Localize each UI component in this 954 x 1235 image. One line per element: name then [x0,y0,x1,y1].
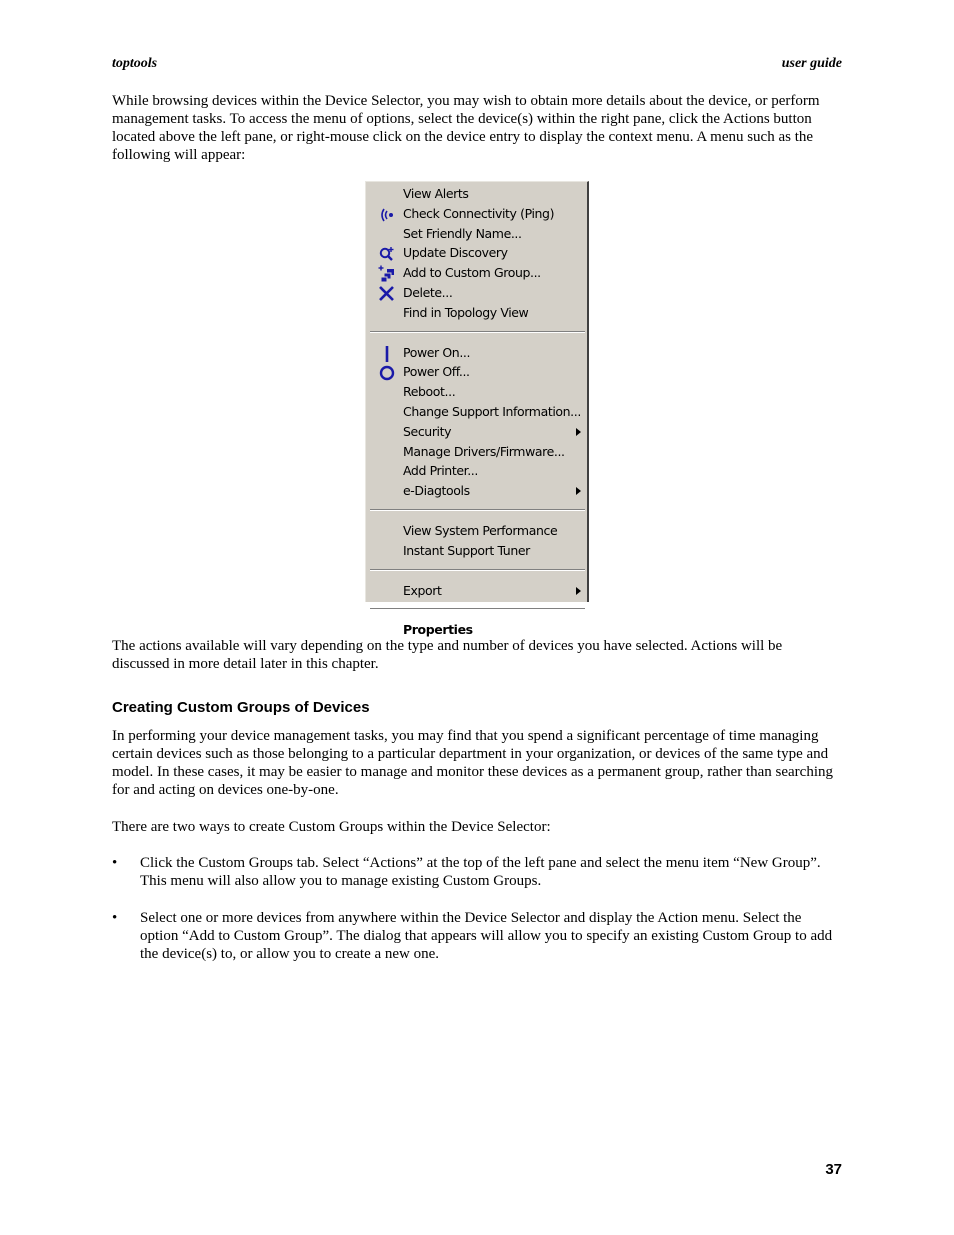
section-paragraph-1: In performing your device management tasks, you may find that you spend a significant percentage of time managing certain devices such as those belonging to a particular department in your organization, or devices of the same type and model. In these cases, it may be easier to manage and monitor these devices as a permanent group, rather than searching for and acting on devices one-by-one. [112,728,833,798]
menu-item-security[interactable] [366,422,586,442]
section-paragraph-2: There are two ways to create Custom Groups within the Device Selector: [112,819,551,835]
context-menu-screenshot [365,181,589,638]
menu-item-reboot[interactable] [366,382,586,402]
menu-item-label: Manage Drivers/Firmware... [403,443,565,459]
delete-x-icon [378,285,396,303]
menu-item-manage-drivers-firmware[interactable] [366,442,586,462]
bullet-text: Click the Custom Groups tab. Select “Actions” at the top of the left pane and select the menu item “New Group”. This menu will also allow you to manage existing Custom Groups. [140,855,821,889]
menu-item-find-in-topology-view[interactable] [366,303,586,323]
menu-item-label: Check Connectivity (Ping) [403,205,555,221]
menu-separator [370,509,585,511]
menu-item-view-alerts[interactable] [366,184,586,204]
menu-separator [370,569,585,571]
menu-item-label: Change Support Information... [403,404,581,419]
menu-item-label: View System Performance [403,523,558,538]
menu-item-view-system-performance[interactable] [366,521,586,541]
menu-item-label: View Alerts [403,186,469,201]
menu-item-label: Power Off... [403,364,470,380]
menu-separator [370,331,585,333]
page-number: 37 [825,1161,842,1178]
menu-item-add-to-custom-group[interactable] [366,263,586,283]
section-heading: Creating Custom Groups of Devices [112,699,370,716]
menu-item-label: Power On... [403,344,471,360]
bullet-marker: • [112,855,118,871]
after-menu-paragraph: The actions available will vary depending on the type and number of devices you have selected. Actions will be discussed in more detail later in this chapter. [112,638,783,672]
running-header-left: toptools [112,56,158,71]
menu-item-add-printer[interactable] [366,461,586,481]
submenu-arrow-icon [576,587,581,595]
ping-signal-icon [378,206,396,224]
menu-item-set-friendly-name[interactable] [366,224,586,244]
menu-item-label: e-Diagtools [403,483,470,499]
menu-item-power-off[interactable] [366,362,586,382]
intro-paragraph: While browsing devices within the Device Selector, you may wish to obtain more details about the device, or perform management tasks. To access the menu of options, select the device(s) within the right pane, click the Actions button located above the left pane, or right-mouse click on the device entry to display the context menu. A menu such as the following will appear: [112,93,820,163]
menu-item-label: Properties [403,622,473,638]
menu-item-update-discovery[interactable] [366,243,586,263]
submenu-arrow-icon [576,487,581,495]
menu-item-label: Find in Topology View [403,304,529,320]
menu-item-label: Add to Custom Group... [403,265,541,281]
menu-item-change-support-information[interactable] [366,402,586,422]
bullet-text: Select one or more devices from anywhere within the Device Selector and display the Action menu. Select the option “Add to Custom Group”. The dialog that appears will allow you to specify an existing Custom Group to add the device(s) to, or allow you to create a new one. [140,910,833,962]
menu-item-label: Reboot... [403,384,456,400]
magnifier-plus-icon [378,245,396,263]
menu-item-label: Delete... [403,285,453,300]
menu-item-label: Instant Support Tuner [403,542,530,558]
menu-item-label: Set Friendly Name... [403,225,522,241]
menu-item-e-diagtools[interactable] [366,481,586,501]
power-on-icon [378,345,396,363]
add-group-icon [378,265,396,283]
menu-item-instant-support-tuner[interactable] [366,541,586,561]
menu-separator [370,608,585,610]
menu-item-label: Update Discovery [403,245,508,261]
menu-item-power-on[interactable] [366,343,586,363]
menu-item-label: Export [403,582,442,598]
menu-item-label: Add Printer... [403,463,478,479]
running-header-right: user guide [781,56,842,71]
menu-item-export[interactable] [366,581,586,601]
submenu-arrow-icon [576,428,581,436]
menu-item-check-connectivity-ping[interactable] [366,204,586,224]
menu-item-label: Security [403,423,452,439]
menu-item-delete[interactable] [366,283,586,303]
power-off-icon [378,364,396,382]
bullet-marker: • [112,910,118,926]
